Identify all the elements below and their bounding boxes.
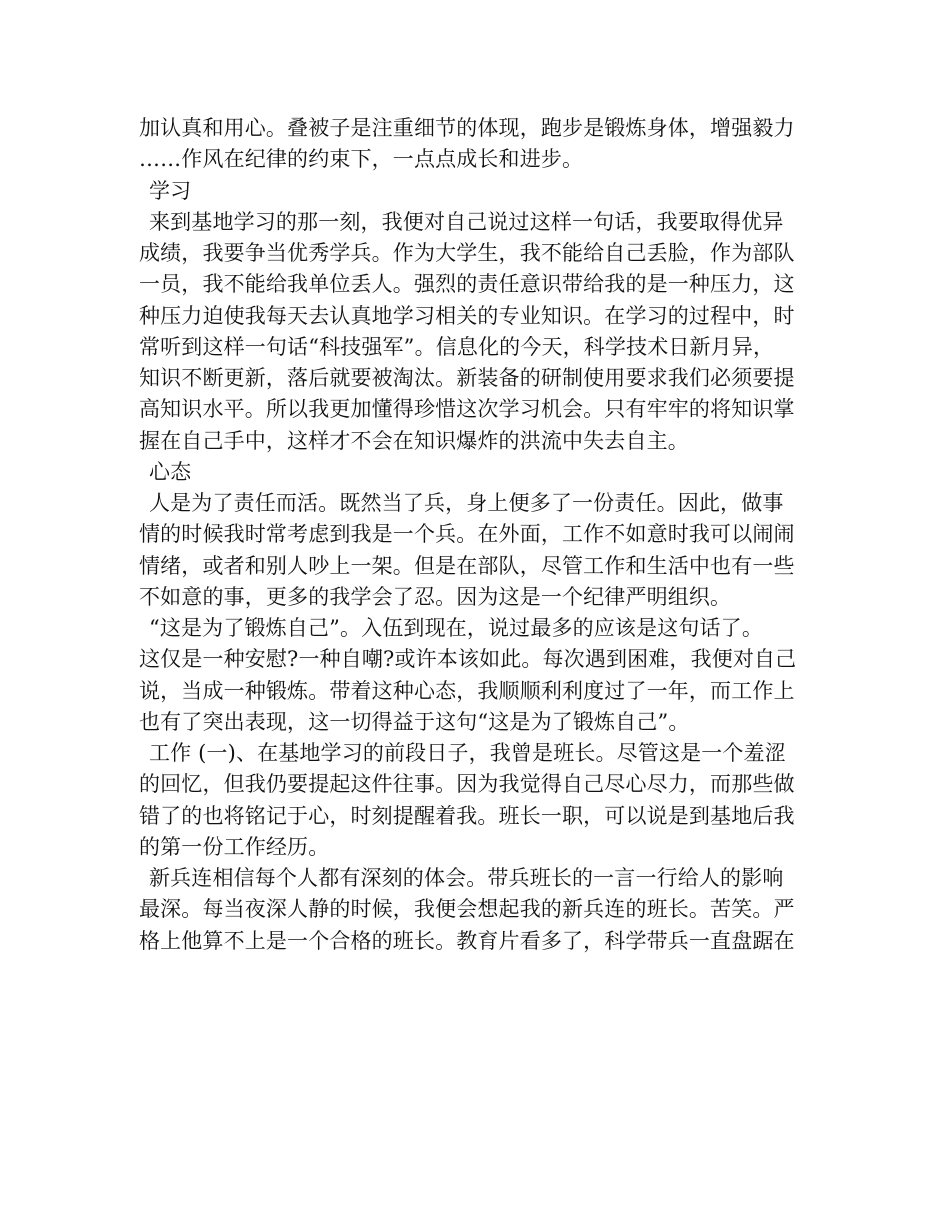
text-line: 错了的也将铭记于心，时刻提醒着我。班长一职，可以说是到基地后我: [139, 803, 795, 828]
text-line: 的第一份工作经历。: [139, 834, 330, 859]
text-line: 加认真和用心。叠被子是注重细节的体现，跑步是锻炼身体，增强毅力: [139, 116, 795, 140]
text-line: 种压力迫使我每天去认真地学习相关的专业知识。在学习的过程中，时: [139, 303, 795, 328]
text-line: 情绪，或者和别人吵上一架。但是在部队，尽管工作和生活中也有一些: [139, 553, 795, 578]
paragraph-start: 来到基地学习的那一刻，我便对自己说过这样一句话，我要取得优异: [149, 209, 784, 234]
text-line: 说，当成一种锻炼。带着这种心态，我顺顺利利度过了一年，而工作上: [139, 678, 795, 703]
text-line: 的回忆，但我仍要提起这件往事。因为我觉得自己尽心尽力，而那些做: [139, 772, 795, 797]
section-heading-mindset: 心态: [149, 459, 192, 484]
section-heading-work: 工作 (一)、在基地学习的前段日子，我曾是班长。尽管这是一个羞涩: [149, 741, 786, 765]
section-heading-study: 学习: [149, 178, 192, 203]
paragraph-start: 人是为了责任而活。既然当了兵，身上便多了一份责任。因此，做事: [149, 491, 784, 515]
text-line: 也有了突出表现，这一切得益于这句“这是为了锻炼自己”。: [139, 709, 690, 734]
body-text: [139, 113, 814, 957]
paragraph-start: “这是为了锻炼自己”。入伍到现在，说过最多的应该是这句话了。: [149, 616, 763, 640]
text-line: 情的时候我时常考虑到我是一个兵。在外面，工作不如意时我可以闹闹: [139, 522, 795, 547]
text-line: ……作风在纪律的约束下，一点点成长和进步。: [139, 147, 584, 172]
text-line: 不如意的事，更多的我学会了忍。因为这是一个纪律严明组织。: [139, 584, 732, 609]
paragraph-start: 新兵连相信每个人都有深刻的体会。带兵班长的一言一行给人的影响: [149, 866, 784, 890]
text-line: 高知识水平。所以我更加懂得珍惜这次学习机会。只有牢牢的将知识掌: [139, 397, 795, 422]
text-line: 最深。每当夜深人静的时候，我便会想起我的新兵连的班长。苦笑。严: [139, 897, 795, 922]
text-line: 知识不断更新，落后就要被淘汰。新装备的研制使用要求我们必须要提: [139, 366, 795, 390]
text-line: 这仅是一种安慰?一种自嘲?或许本该如此。每次遇到困难，我便对自己: [139, 647, 797, 672]
text-line: 格上他算不上是一个合格的班长。教育片看多了，科学带兵一直盘踞在: [139, 928, 795, 953]
text-line: 成绩，我要争当优秀学兵。作为大学生，我不能给自己丢脸，作为部队: [139, 241, 795, 265]
text-line: 一员，我不能给我单位丢人。强烈的责任意识带给我的是一种压力，这: [139, 272, 795, 297]
text-line: 握在自己手中，这样才不会在知识爆炸的洪流中失去自主。: [139, 428, 689, 453]
text-line: 常听到这样一句话“科技强军”。信息化的今天，科学技术日新月异，: [139, 334, 775, 359]
